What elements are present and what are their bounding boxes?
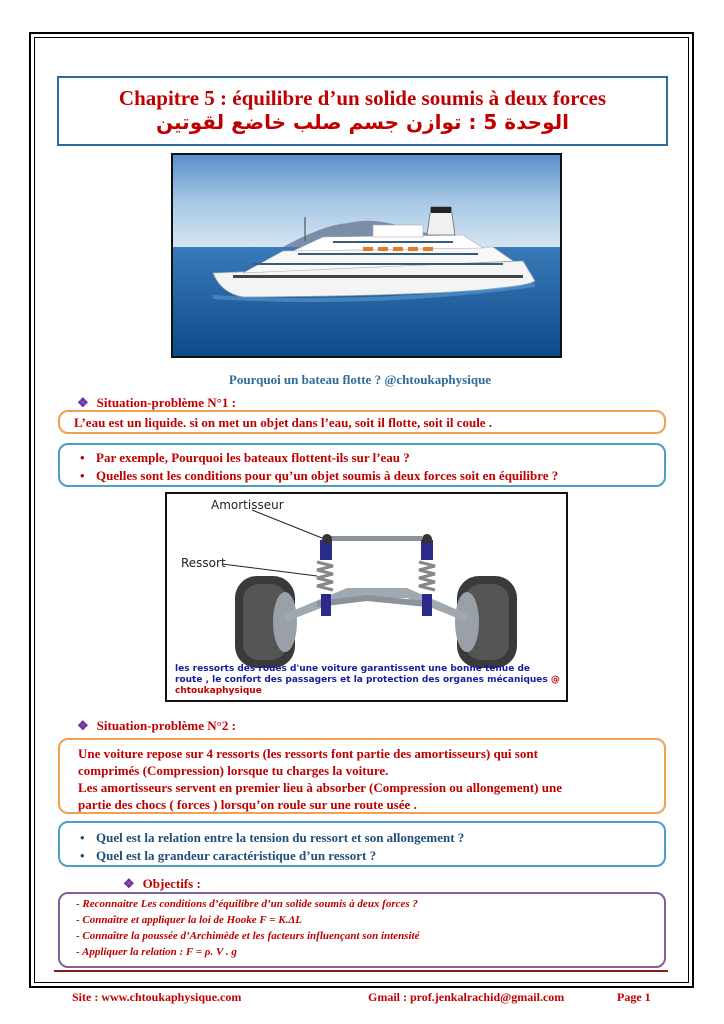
list-item: • Quelles sont les conditions pour qu’un objet soumis à deux forces soit en équilibre ? (76, 467, 664, 485)
footer-page-number: Page 1 (617, 990, 651, 1004)
suspension-caption: les ressorts des roues d'une voiture garantissent une bonne tenue de route , le confort des passagers et la protection des organes mécaniques @ chtoukaphysique (175, 664, 560, 696)
list-item: - Reconnaitre Les conditions d’équilibre d’un solide soumis à deux forces ? (76, 898, 418, 910)
situation2-statement-box (58, 738, 666, 814)
list-item: - Connaître la poussée d’Archimède et les facteurs influençant son intensité (76, 930, 420, 942)
diamond-bullet-icon: ❖ (123, 876, 135, 891)
situation1-questions-box (58, 443, 666, 487)
bottom-divider (54, 970, 668, 972)
list-item: • Par exemple, Pourquoi les bateaux flottent-ils sur l’eau ? (76, 449, 664, 467)
ship-caption: Pourquoi un bateau flotte ? @chtoukaphysique (228, 372, 492, 387)
title-box (57, 76, 668, 146)
footer-site: Site : www.chtoukaphysique.com (72, 990, 242, 1004)
list-item: • Quel est la grandeur caractéristique d’un ressort ? (76, 847, 664, 865)
list-item: - Connaître et appliquer la loi de Hooke F = K.ΔL (76, 914, 302, 926)
situation2-heading: ❖ Situation-problème N°2 : (77, 718, 236, 733)
situation1-questions (60, 445, 664, 485)
label-amortisseur: Amortisseur (211, 498, 284, 512)
label-ressort: Ressort (181, 556, 226, 570)
situation1-heading: ❖ Situation-problème N°1 : (77, 395, 236, 410)
title-arabic: الوحدة 5 : توازن جسم صلب خاضع لقوتين (156, 110, 569, 134)
situation2-questions-box (58, 821, 666, 867)
cruise-ship-photo (171, 153, 562, 358)
situation2-questions (60, 823, 664, 865)
diamond-bullet-icon: ❖ (77, 718, 89, 733)
situation1-statement-box (58, 410, 666, 434)
situation2-statement: Une voiture repose sur 4 ressorts (les ressorts font partie des amortisseurs) qui sont comprimés (Compression) lorsque tu charges la voiture. Les amortisseurs servent en premier lieu à absorber (Compression ou allongement) une partie des chocs ( forces ) lorsqu’on roule sur une route usée . (78, 746, 562, 812)
list-item: - Appliquer la relation : F = ρ. V . g (76, 946, 237, 958)
objectifs-heading: ❖ Objectifs : (123, 876, 201, 891)
diamond-bullet-icon: ❖ (77, 395, 89, 410)
title-french: Chapitre 5 : équilibre d’un solide soumis à deux forces (118, 86, 607, 110)
footer-gmail: Gmail : prof.jenkalrachid@gmail.com (368, 990, 565, 1004)
list-item: • Quel est la relation entre la tension du ressort et son allongement ? (76, 829, 664, 847)
situation1-statement: L’eau est un liquide. si on met un objet dans l’eau, soit il flotte, soit il coule . (74, 415, 493, 430)
objectifs-list (60, 894, 664, 960)
objectifs-box (58, 892, 666, 968)
suspension-diagram (165, 492, 568, 702)
